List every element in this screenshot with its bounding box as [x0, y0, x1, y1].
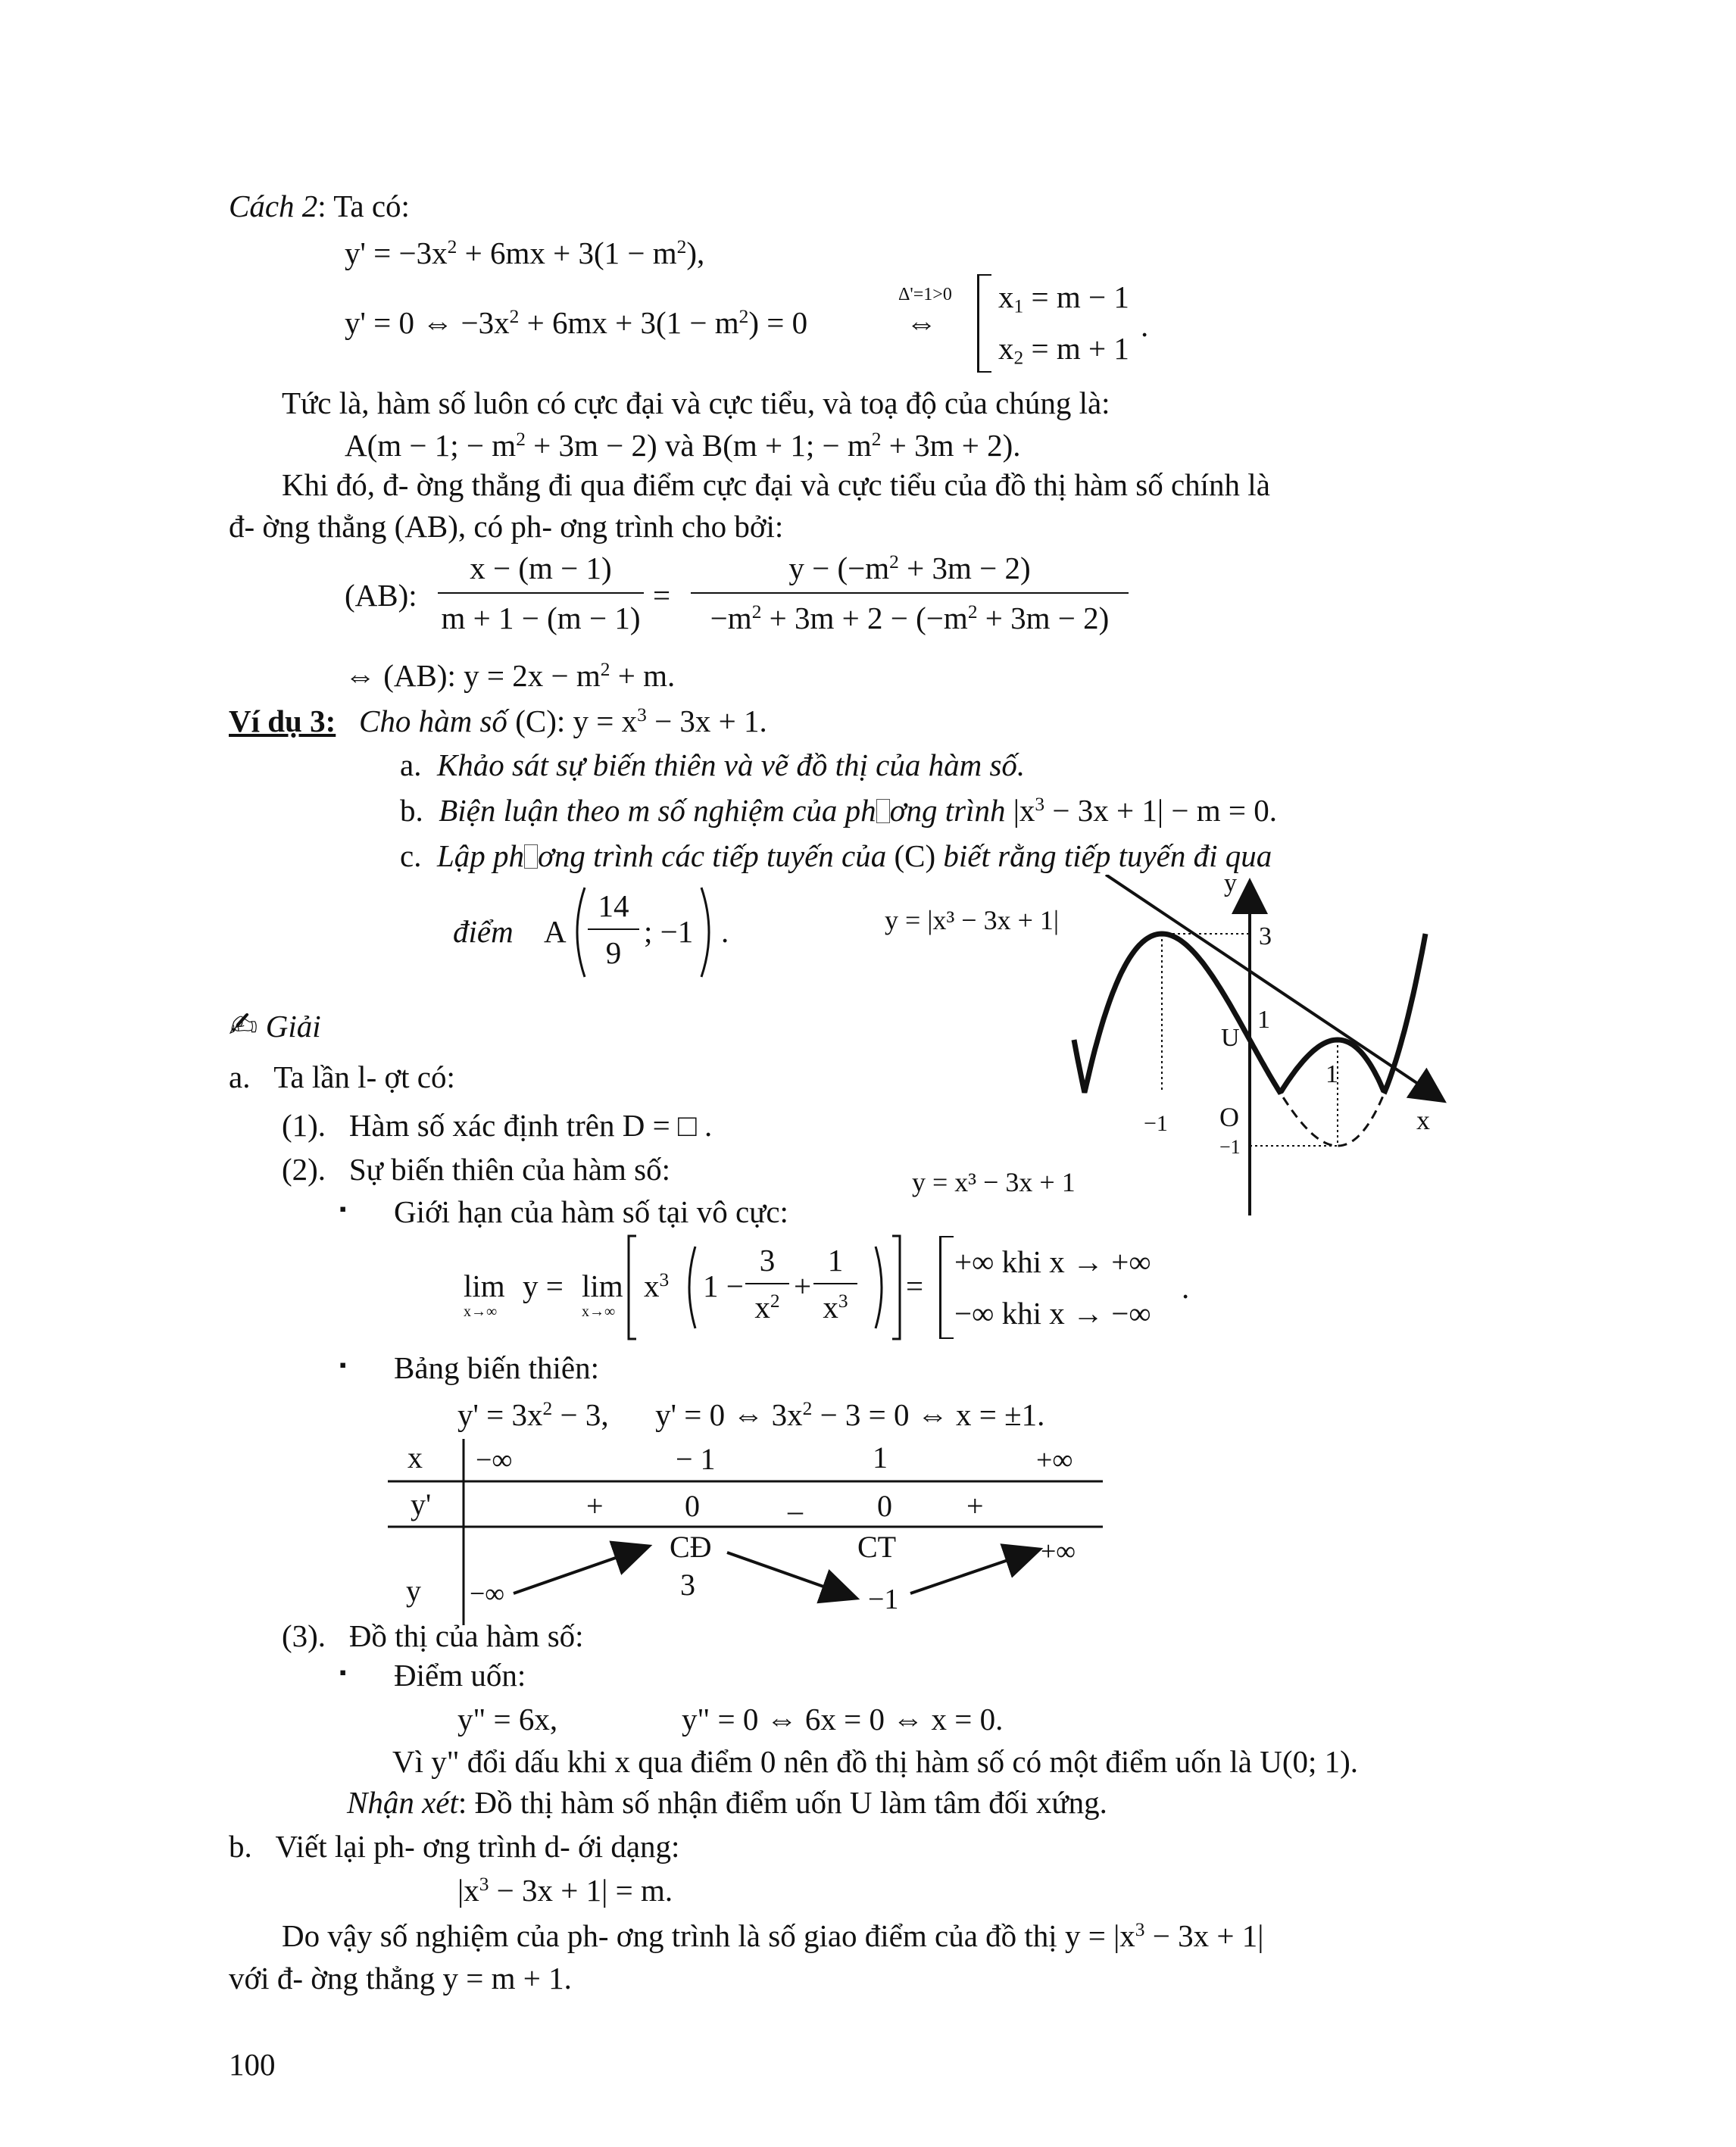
x-axis-label: x [1416, 1105, 1430, 1135]
step-3: (3). Đồ thị của hàm số: [282, 1618, 584, 1653]
roots-dot: . [1141, 308, 1149, 343]
table-row-dy: y' [411, 1487, 432, 1521]
cach2-derivative-zero: y' = 0 ⇔ $-3x^2 + 6mx + 3(1 - m^2) = 0$ [345, 305, 808, 340]
point-a-end: . [721, 914, 729, 949]
part-b: b. Biện luận theo m số nghiệm của ph ơng trình $|x^3 - 3x + 1| - m = 0$. [400, 793, 1277, 828]
root-x1: $x_1 = m - 1$ [998, 279, 1129, 317]
lim-frac-1 [745, 1242, 789, 1325]
table-dy-minus: – [788, 1493, 803, 1528]
inflection-text: Vì y" đổi dấu khi x qua điểm 0 nên đồ thị hàm số có một điểm uốn là U(0; 1). [392, 1744, 1359, 1779]
origin-label: O [1219, 1102, 1239, 1132]
lim-frac1-den: $x^2$ [754, 1290, 780, 1325]
ab-frac1-den: m + 1 − (m − 1) [441, 601, 641, 635]
delta-condition: Δ'=1>0 [898, 285, 952, 304]
table-title: Bảng biến thiên: [394, 1350, 600, 1385]
part-a: a. Khảo sát sự biến thiên và vẽ đồ thị của hàm số. [400, 747, 1026, 782]
x-axis [1106, 875, 1432, 1093]
ab-frac2-den: $-m^2 + 3m + 2 - (-m^2 + 3m - 2)$ [710, 601, 1110, 635]
lim-case-2: −∞ khi x → −∞ [954, 1296, 1151, 1331]
lim-y: y = [523, 1269, 564, 1303]
example3-statement: Ví dụ 3: Cho hàm số (C): $y = x^3 - 3x + 1$. [229, 704, 767, 738]
point-a-name: A [544, 914, 567, 949]
solution-heading: ✍ Giải [229, 1004, 321, 1045]
lim-equals: = [906, 1269, 924, 1303]
lim-right-sub: x→∞ [582, 1303, 616, 1320]
extrema-points: A(m − 1; − $m^2 + 3m - 2$) và B(m + 1; − $m^2 + 3m + 2$). [345, 428, 1021, 463]
inflection-point-label: U [1221, 1024, 1240, 1052]
lim-left-sub: x→∞ [464, 1303, 498, 1320]
bullet-icon: ▪ [339, 1354, 347, 1376]
table-arrow-up-2 [910, 1551, 1035, 1593]
line-text-1: Khi đó, đ- ờng thẳng đi qua điểm cực đại và cực tiểu của đồ thị hàm số chính là [282, 467, 1270, 502]
lim-case-1: +∞ khi x → +∞ [954, 1244, 1151, 1279]
pen-icon: ✍ [229, 1004, 258, 1045]
solution-b-conclusion-1: Do vậy số nghiệm của ph- ơng trình là số giao điểm của đồ thị $y = |x^3 - 3x + 1|$ [282, 1918, 1264, 1953]
ab-fraction-2 [691, 550, 1129, 636]
tick-minus1-x-label: −1 [1144, 1111, 1168, 1136]
table-dy-plus-1: + [586, 1489, 604, 1523]
lim-x: $x^3$ [644, 1269, 670, 1303]
extrema-text: Tức là, hàm số luôn có cực đại và cực tiểu, và toạ độ của chúng là: [282, 385, 1110, 420]
table-derivative: $y' = 3x^2 - 3$, y' = 0 ⇔ $3x^2 - 3 = 0$ ⇔ x = ±1. [457, 1397, 1045, 1432]
table-x-minus1: − 1 [676, 1442, 716, 1476]
tick-minus1-y-label: −1 [1219, 1136, 1241, 1158]
table-row-y: y [406, 1574, 421, 1608]
example3-label: Ví dụ 3: [229, 704, 336, 738]
table-y-pos-inf: +∞ [1041, 1536, 1076, 1566]
cach2-derivative: $y' = -3x^2 + 6mx + 3(1 - m^2)$, [345, 236, 705, 270]
table-arrow-down [727, 1553, 851, 1596]
inflection-title: Điểm uốn: [394, 1658, 526, 1693]
inflection-eq-2: y" = 0 ⇔ 6x = 0 ⇔ x = 0. [682, 1702, 1004, 1737]
roots-bracket [977, 274, 991, 373]
line-text-2: đ- ờng thẳng (AB), có ph- ơng trình cho bởi: [229, 509, 784, 544]
function-graph [871, 875, 1447, 1223]
variation-table [388, 1437, 1107, 1627]
lim-one-minus: 1 − [703, 1269, 744, 1303]
solution-b-conclusion-2: với đ- ờng thẳng y = m + 1. [229, 1961, 572, 1996]
table-dy-zero-2: 0 [877, 1489, 892, 1523]
part-c: c. Lập ph ơng trình các tiếp tuyến của (C) biết rằng tiếp tuyến đi qua [400, 838, 1272, 873]
table-arrow-up-1 [514, 1548, 644, 1593]
table-y-min-label: CT [857, 1530, 897, 1564]
cach2-intro: Cách 2: Ta có: [229, 189, 410, 223]
lim-frac1-num: 3 [745, 1242, 789, 1284]
ab-frac1-num: x − (m − 1) [438, 550, 644, 594]
inflection-eq-1: y" = 6x, [457, 1702, 558, 1737]
point-label: điểm [453, 914, 514, 949]
lim-dot: . [1182, 1270, 1190, 1305]
tick-1-y-label: 1 [1257, 1006, 1270, 1034]
step-1: (1). Hàm số xác định trên D = □ . [282, 1108, 713, 1143]
table-row-x: x [407, 1440, 423, 1475]
table-x-pos-inf: +∞ [1036, 1444, 1073, 1476]
tick-1-x-label: 1 [1325, 1060, 1338, 1088]
table-x-neg-inf: −∞ [476, 1444, 513, 1476]
table-dy-plus-2: + [966, 1489, 984, 1523]
step-2: (2). Sự biến thiên của hàm số: [282, 1152, 670, 1187]
point-a-fraction [588, 888, 639, 971]
page-number: 100 [229, 2047, 276, 2082]
solution-b-eq: $|x^3 - 3x + 1| = m$. [457, 1873, 673, 1908]
table-y-neg-inf: −∞ [470, 1578, 504, 1609]
equivalence-arrow: ⇔ [906, 305, 937, 340]
ab-result: ⇔ (AB): $y = 2x - m^2 + m$. [345, 658, 676, 693]
graph-label-abs: y = |x³ − 3x + 1| [885, 905, 1060, 935]
table-y-max-label: CĐ [670, 1530, 712, 1564]
graph-label-cubic: y = x³ − 3x + 1 [912, 1167, 1076, 1197]
lim-frac2-den: $x^3$ [823, 1290, 848, 1325]
point-a-rest: ; −1 [644, 914, 694, 949]
point-a-frac-num: 14 [588, 888, 639, 930]
solution-b: b. Viết lại ph- ơng trình d- ới dạng: [229, 1829, 680, 1864]
limit-title: Giới hạn của hàm số tại vô cực: [394, 1194, 788, 1229]
root-x2: $x_2 = m + 1$ [998, 331, 1129, 369]
table-x-1: 1 [873, 1440, 888, 1475]
remark: Nhận xét: Đồ thị hàm số nhận điểm uốn U làm tâm đối xứng. [347, 1785, 1107, 1820]
ab-equals: = [653, 578, 671, 613]
ab-frac2-num: $y - (-m^2 + 3m - 2)$ [691, 550, 1129, 594]
lim-frac-2 [813, 1242, 857, 1325]
tick-3-label: 3 [1259, 922, 1272, 950]
point-a-frac-den: 9 [605, 935, 622, 970]
lim-cases-bracket [939, 1236, 954, 1339]
lim-left: lim [464, 1269, 505, 1303]
table-y-min: −1 [868, 1584, 899, 1615]
ab-fraction-1 [438, 550, 644, 636]
lim-right: lim [582, 1269, 623, 1303]
lim-frac2-num: 1 [813, 1242, 857, 1284]
lim-plus: + [794, 1269, 812, 1303]
solution-a: a. Ta lần l- ợt có: [229, 1059, 455, 1094]
table-dy-zero-1: 0 [685, 1489, 700, 1523]
table-y-max: 3 [680, 1568, 695, 1602]
bullet-icon: ▪ [339, 1662, 347, 1684]
ab-label: (AB): [345, 578, 417, 613]
bullet-icon: ▪ [339, 1198, 347, 1220]
y-axis-label: y [1224, 875, 1237, 897]
